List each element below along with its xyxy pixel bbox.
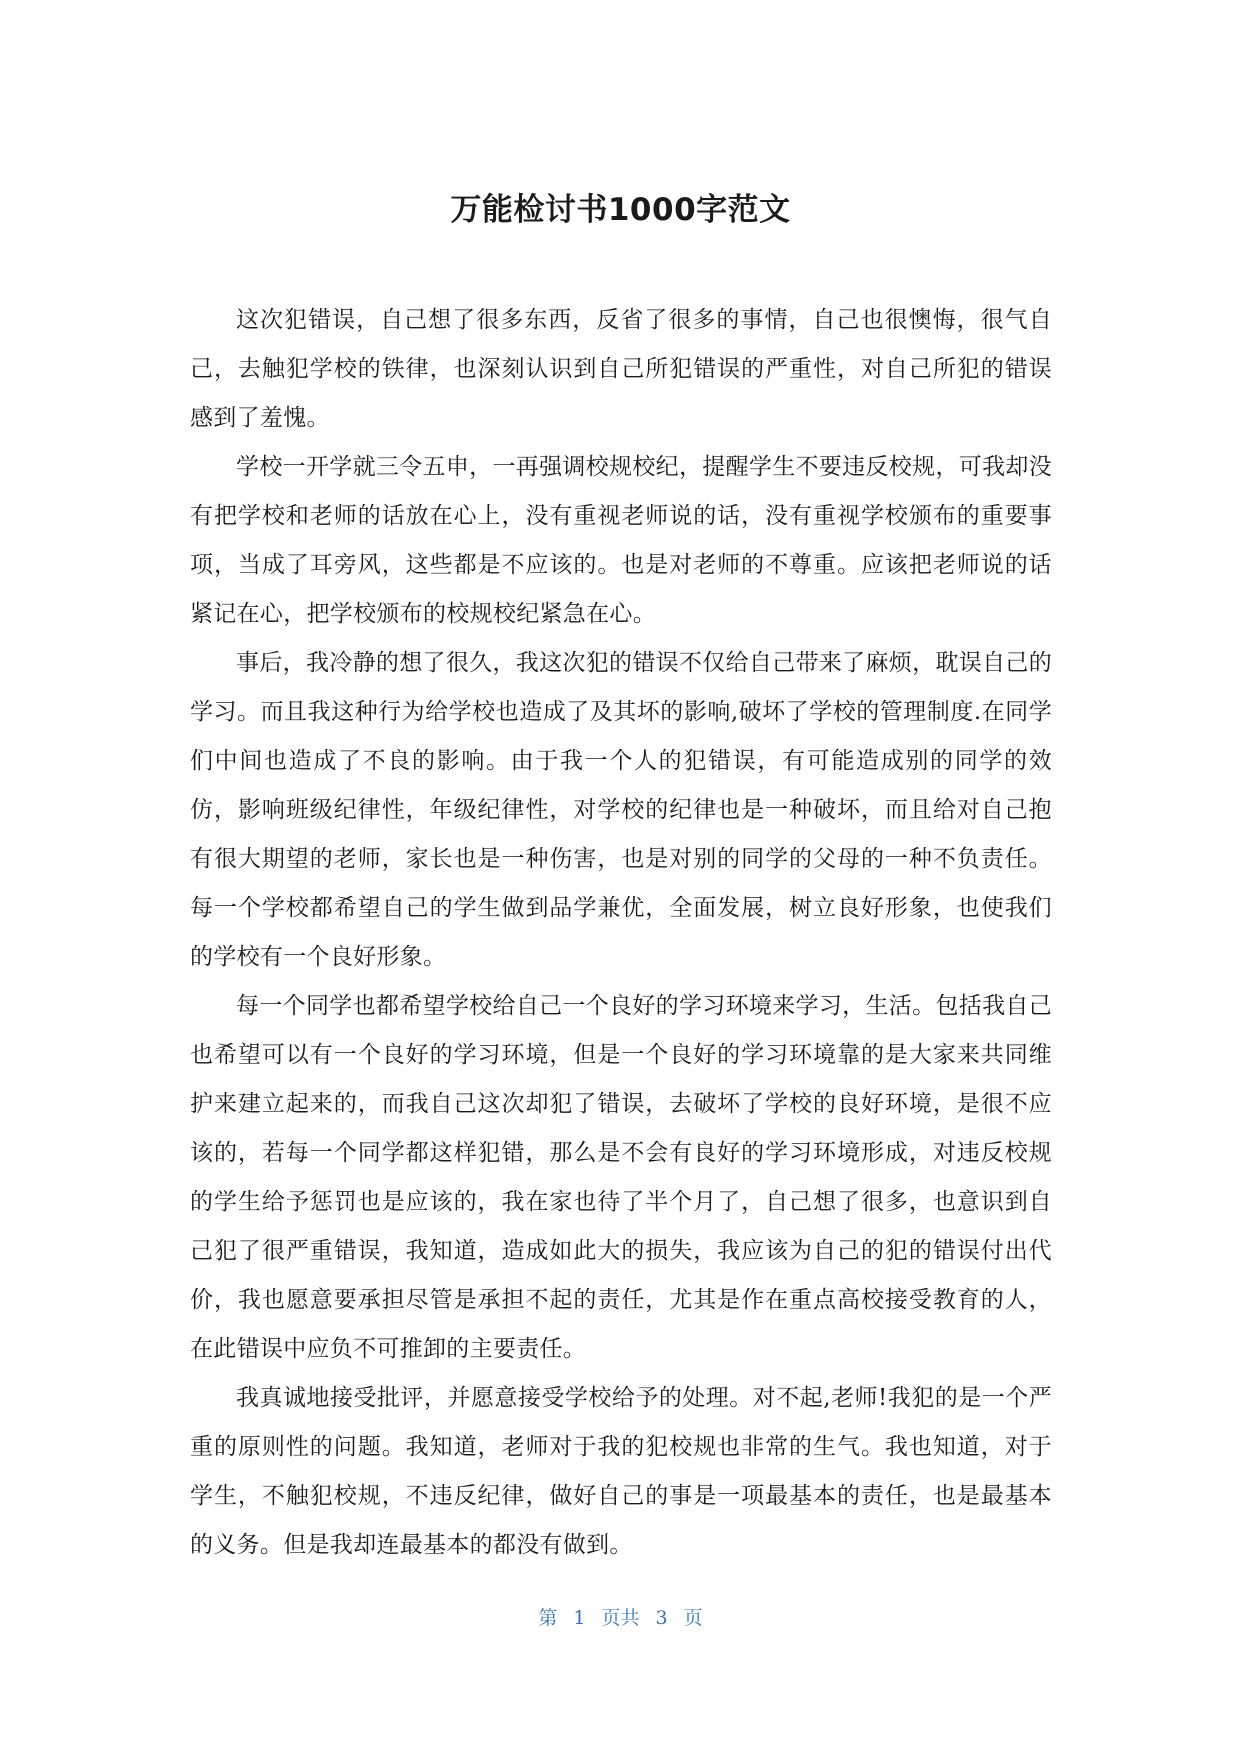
footer-current-page: 1 <box>573 1607 586 1629</box>
paragraph-5: 我真诚地接受批评，并愿意接受学校给予的处理。对不起,老师!我犯的是一个严重的原则性的问题。我知道，老师对于我的犯校规也非常的生气。我也知道，对于学生，不触犯校规，不违反纪律，做好自己的事是一项最基本的责任，也是最基本的义务。但是我却连最基本的都没有做到。 <box>190 1385 1052 1558</box>
document-body <box>190 296 1052 1570</box>
footer-total-pages: 3 <box>655 1607 668 1629</box>
paragraph-4: 每一个同学也都希望学校给自己一个良好的学习环境来学习，生活。包括我自己也希望可以有一个良好的学习环境，但是一个良好的学习环境靠的是大家来共同维护来建立起来的，而我自己这次却犯了错误，去破坏了学校的良好环境，是很不应该的，若每一个同学都这样犯错，那么是不会有良好的学习环境形成，对违反校规的学生给予惩罚也是应该的，我在家也待了半个月了，自己想了很多，也意识到自己犯了很严重错误，我知道，造成如此大的损失，我应该为自己的犯的错误付出代价，我也愿意要承担尽管是承担不起的责任，尤其是作在重点高校接受教育的人，在此错误中应负不可推卸的主要责任。 <box>190 993 1052 1362</box>
page-footer <box>0 1604 1241 1632</box>
paragraph-2: 学校一开学就三令五申，一再强调校规校纪，提醒学生不要违反校规，可我却没有把学校和老师的话放在心上，没有重视老师说的话，没有重视学校颁布的重要事项，当成了耳旁风，这些都是不应该的。也是对老师的不尊重。应该把老师说的话紧记在心，把学校颁布的校规校纪紧急在心。 <box>190 454 1052 627</box>
footer-label-mid: 页共 <box>601 1607 640 1629</box>
footer-label-post: 页 <box>683 1607 703 1629</box>
paragraph-3: 事后，我冷静的想了很久，我这次犯的错误不仅给自己带来了麻烦，耽误自己的学习。而且我这种行为给学校也造成了及其坏的影响,破坏了学校的管理制度.在同学们中间也造成了不良的影响。由于我一个人的犯错误，有可能造成别的同学的效仿，影响班级纪律性，年级纪律性，对学校的纪律也是一种破坏，而且给对自己抱有很大期望的老师，家长也是一种伤害，也是对别的同学的父母的一种不负责任。每一个学校都希望自己的学生做到品学兼优，全面发展，树立良好形象，也使我们的学校有一个良好形象。 <box>190 650 1052 970</box>
document-title: 万能检讨书1000字范文 <box>450 192 791 228</box>
paragraph-1: 这次犯错误，自己想了很多东西，反省了很多的事情，自己也很懊悔，很气自己，去触犯学校的铁律，也深刻认识到自己所犯错误的严重性，对自己所犯的错误感到了羞愧。 <box>190 307 1052 431</box>
footer-label-pre: 第 <box>538 1607 558 1629</box>
